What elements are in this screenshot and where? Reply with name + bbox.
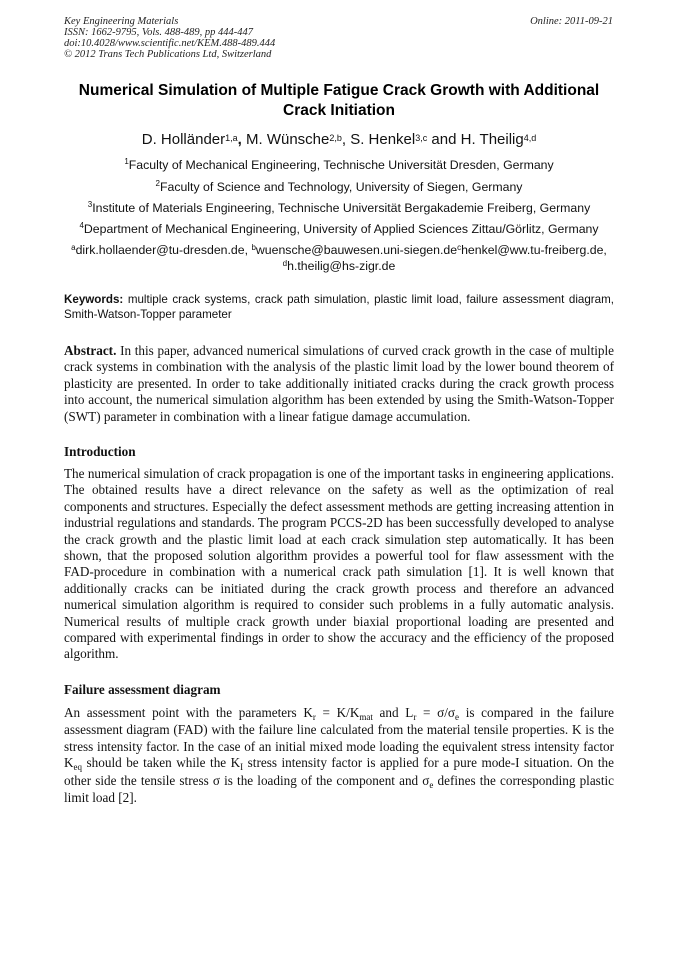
online-date: Online: 2011-09-21 [530,16,613,27]
affiliation-text: Department of Mechanical Engineering, University of Applied Sciences Zittau/Görlitz, Germany [83,222,599,236]
author-marks: 4,d [523,133,537,143]
author-list: D. Holländer$^{1,a}$, M. Wünsche$^{2,b}$, S. Henkel$^{3,c}$ and H. Theilig$^{4,d}$ [141,131,537,148]
keywords [64,292,614,322]
subscript: e [455,712,460,722]
affiliation-1 [40,157,638,173]
email-address[interactable]: henkel@ww.tu-freiberg.de, [461,243,607,257]
symbol-k: K [303,705,313,720]
introduction-text: The numerical simulation of crack propagation is one of the important tasks in engineering applications. The obtained results have a direct relevance on the safety as well as the optimization of real components and structures. Especially the defect assessment methods are getting increasing attention in industrial regulations and standards. The program PCCS-2D has been successfully developed to analyse the crack growth and the plastic limit load at each crack simulation step automatically. It has been shown, that the proposed solution algorithm provides a powerful tool for flaw assessment with the FAD-procedure in combination with a numerical crack path simulation [1]. It is well known that additionally cracks can be initiated during the crack growth process and therefore an advanced numerical simulation algorithm is required to consider such problems in a fully automatic analysis. Numerical results of multiple crack growth under biaxial proportional loading are presented and compared with experimental findings in order to show the accuracy and the efficiency of the proposed algorithm. [64,466,614,662]
subscript: mat [359,712,373,722]
journal-doi[interactable]: doi:10.4028/www.scientific.net/KEM.488-489.444 [64,38,276,49]
fad-text-part: stress intensity factor is applied for a pure mode-I situation. On the other side the tensile stress σ is the loading of the component and σ [64,755,615,788]
email-list [58,243,620,274]
affiliation-number: 3 [87,200,93,209]
paper-title: Numerical Simulation of Multiple Fatigue Crack Growth with Additional Crack Initiation [78,82,600,119]
journal-copyright: © 2012 Trans Tech Publications Ltd, Switzerland [64,49,272,60]
subscript: e [429,779,434,790]
fad-text-part: defines the corresponding plastic limit load [2]. [64,772,615,806]
affiliation-number: 1 [124,157,129,166]
affiliation-text: Institute of Materials Engineering, Technische Universität Bergakademie Freiberg, Germany [92,201,591,215]
journal-header [64,16,275,60]
email-address[interactable]: dirk.hollaender@tu-dresden.de, [75,243,252,257]
fad-text-part: and [372,705,406,720]
author-name: H. Theilig [460,131,524,148]
email-address[interactable]: h.theilig@hs-zigr.de [287,258,396,273]
author-name: S. Henkel [350,131,416,148]
affiliation-4 [40,221,638,237]
author-marks: 3,c [415,133,428,143]
subscript: eq [73,762,83,773]
author-marks: 2,b [329,133,342,143]
keywords-text: multiple crack systems, crack path simulation, plastic limit load, failure assessment diagram, Smith-Watson-Topper parameter [64,293,614,321]
email-mark: a [71,243,76,252]
keywords-label: Keywords: [64,293,124,306]
fad-text-part: is compared in the failure assessment diagram (FAD) with the failure line calculated from the material tensile properties. K is the stress intensity factor. In the case of an initial mixed mode loading the equivalent stress intensity factor K [64,705,614,771]
email-mark: b [251,243,256,252]
author-name: M. Wünsche [245,131,330,148]
affiliation-number: 2 [155,179,160,188]
abstract-label: Abstract. [64,343,117,358]
affiliation-number: 4 [79,221,84,230]
subscript: I [240,762,244,773]
symbol-l: L [405,705,414,720]
fad-heading: Failure assessment diagram [64,682,221,697]
fad-text-part: = K/K [315,705,360,720]
journal-name: Key Engineering Materials [64,16,179,27]
fad-text [64,705,614,806]
affiliation-text: Faculty of Mechanical Engineering, Technische Universität Dresden, Germany [128,158,554,172]
fad-text-part: should be taken while the K [82,755,241,771]
introduction-heading: Introduction [64,444,136,459]
affiliation-2 [40,179,638,195]
author-marks: 1,a [225,133,238,143]
subscript: r [312,712,316,722]
email-mark: c [457,243,462,252]
email-mark: d [282,258,288,268]
fad-text-part: = σ/σ [416,705,456,720]
abstract [64,343,614,425]
email-address[interactable]: wuensche@bauwesen.uni-siegen.de [255,243,458,257]
fad-text-part: An assessment point with the parameters [64,705,304,720]
author-name: D. Holländer [141,131,226,148]
affiliation-3 [40,200,638,216]
abstract-text: In this paper, advanced numerical simulations of curved crack growth in the case of multiple crack systems in combination with the analysis of the plastic limit load by the lower bound theorem of plasticity are presented. In order to take additionally initiated cracks during the crack growth process into account, the numerical simulation algorithm has been extended by using the Smith-Watson-Topper (SWT) parameter in combination with a linear fatigue damage accumulation. [64,343,615,424]
affiliation-text: Faculty of Science and Technology, University of Siegen, Germany [159,180,523,194]
subscript: r [413,712,417,722]
journal-issn: ISSN: 1662-9795, Vols. 488-489, pp 444-447 [64,27,253,38]
